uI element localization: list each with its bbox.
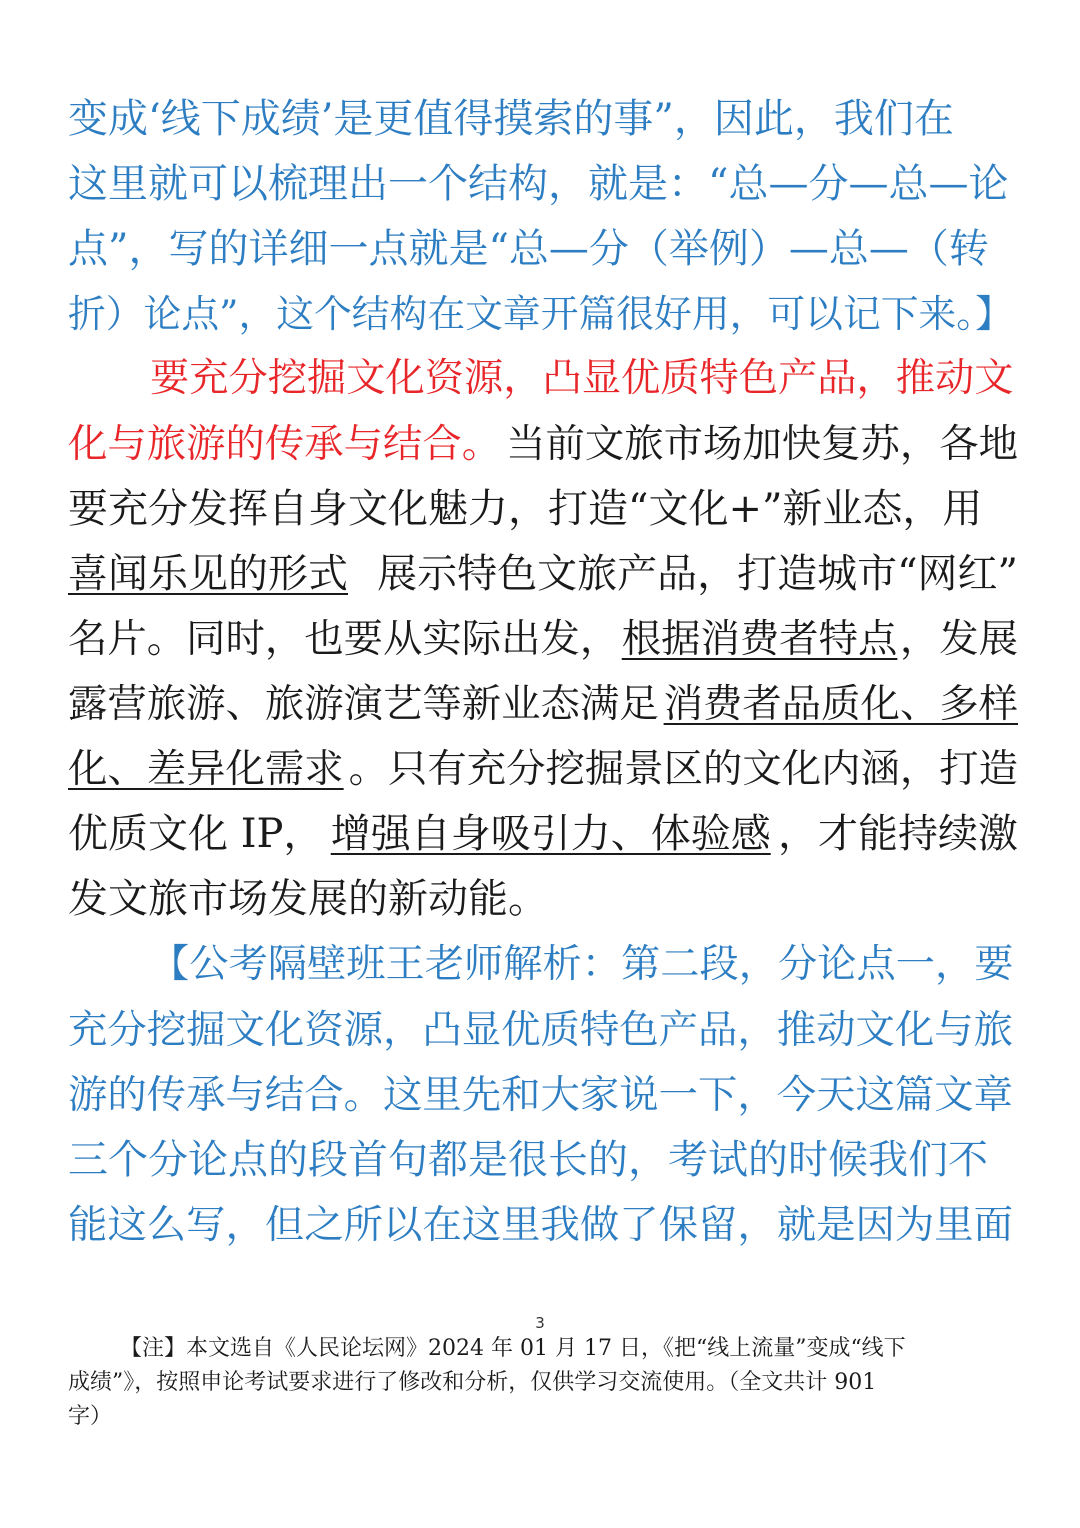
subpoint-line-1 (150, 352, 1018, 406)
footnote-text: 成绩”》，按照申论考试要求进行了修改和分析，仅供学习交流使用。（全文共计 901 (68, 1370, 877, 1395)
footnote-text: 【注】本文选自《人民论坛网》2024 年 01 月 17 日，《把“线上流量”变成“线下 (120, 1336, 906, 1361)
underlined-phrase: 增强自身吸引力、体验感 (330, 811, 771, 857)
footnote-text: 字） (68, 1404, 113, 1429)
analysis-text: 能这么写，但之所以在这里我做了保留，就是因为里面 (68, 1202, 1014, 1248)
analysis-line-7 (68, 1068, 1018, 1122)
body-text: 要充分发挥自身文化魅力，打造“文化+”新业态，用 (68, 486, 983, 532)
footnote-line-1 (120, 1333, 1018, 1365)
subpoint-text: 要充分挖掘文化资源，凸显优质特色产品，推动文 (150, 356, 1014, 401)
analysis-line-6 (68, 1003, 1018, 1057)
body-text: ，才能持续激 (778, 811, 1018, 857)
analysis-text: 这里就可以梳理出一个结构，就是：“总—分—总—论 (68, 161, 1009, 207)
body-line-4 (68, 612, 1018, 666)
body-line-1 (68, 417, 1018, 471)
analysis-text: 三个分论点的段首句都是很长的，考试的时候我们不 (68, 1137, 988, 1183)
underlined-phrase: 消费者品质化、多样 (663, 681, 1018, 727)
analysis-line-9 (68, 1198, 1018, 1252)
analysis-line-3 (68, 222, 1018, 276)
analysis-line-4 (68, 287, 1018, 341)
body-text: 当前文旅市场加快复苏，各地 (506, 421, 1018, 467)
body-text: 优质文化 IP， (68, 811, 324, 857)
analysis-text: 【公考隔壁班王老师解析：第二段，分论点一，要 (150, 942, 1014, 987)
body-line-8 (68, 872, 1018, 926)
underlined-phrase: 根据消费者特点 (621, 616, 898, 662)
body-line-6 (68, 742, 1018, 796)
body-text: 展示特色文旅产品，打造城市“网红” (377, 551, 1018, 597)
analysis-text: 充分挖掘文化资源，凸显优质特色产品，推动文化与旅 (68, 1007, 1014, 1053)
body-text: 。只有充分挖掘景区的文化内涵，打造 (348, 746, 1018, 792)
analysis-text: 点”，写的详细一点就是“总—分（举例）—总—（转 (68, 226, 989, 272)
body-text: 露营旅游、旅游演艺等新业态满足 (68, 681, 659, 727)
analysis-text: 变成‘线下成绩’是更值得摸索的事”，因此，我们在 (68, 96, 954, 142)
page-number: 3 (535, 1314, 545, 1332)
body-text: ，发展 (899, 616, 1018, 662)
body-line-7 (68, 807, 1018, 861)
underlined-phrase: 喜闻乐见的形式 (68, 551, 348, 597)
analysis-text: 折）论点”，这个结构在文章开篇很好用，可以记下来。】 (68, 292, 1013, 336)
analysis-line-5 (150, 938, 1018, 992)
analysis-line-8 (68, 1133, 1018, 1187)
body-line-5 (68, 677, 1018, 731)
analysis-text: 游的传承与结合。这里先和大家说一下，今天这篇文章 (68, 1072, 1014, 1118)
body-line-2 (68, 482, 1018, 536)
body-line-3 (68, 547, 1018, 601)
analysis-line-1 (68, 92, 1018, 146)
underlined-phrase: 化、差异化需求 (68, 746, 344, 792)
footnote-line-3 (68, 1401, 1018, 1433)
analysis-line-2 (68, 157, 1018, 211)
body-text: 发文旅市场发展的新动能。 (68, 876, 548, 922)
footnote-line-2 (68, 1367, 1018, 1399)
subpoint-text: 化与旅游的传承与结合。 (68, 421, 502, 467)
body-text: 名片。同时，也要从实际出发， (68, 616, 620, 662)
